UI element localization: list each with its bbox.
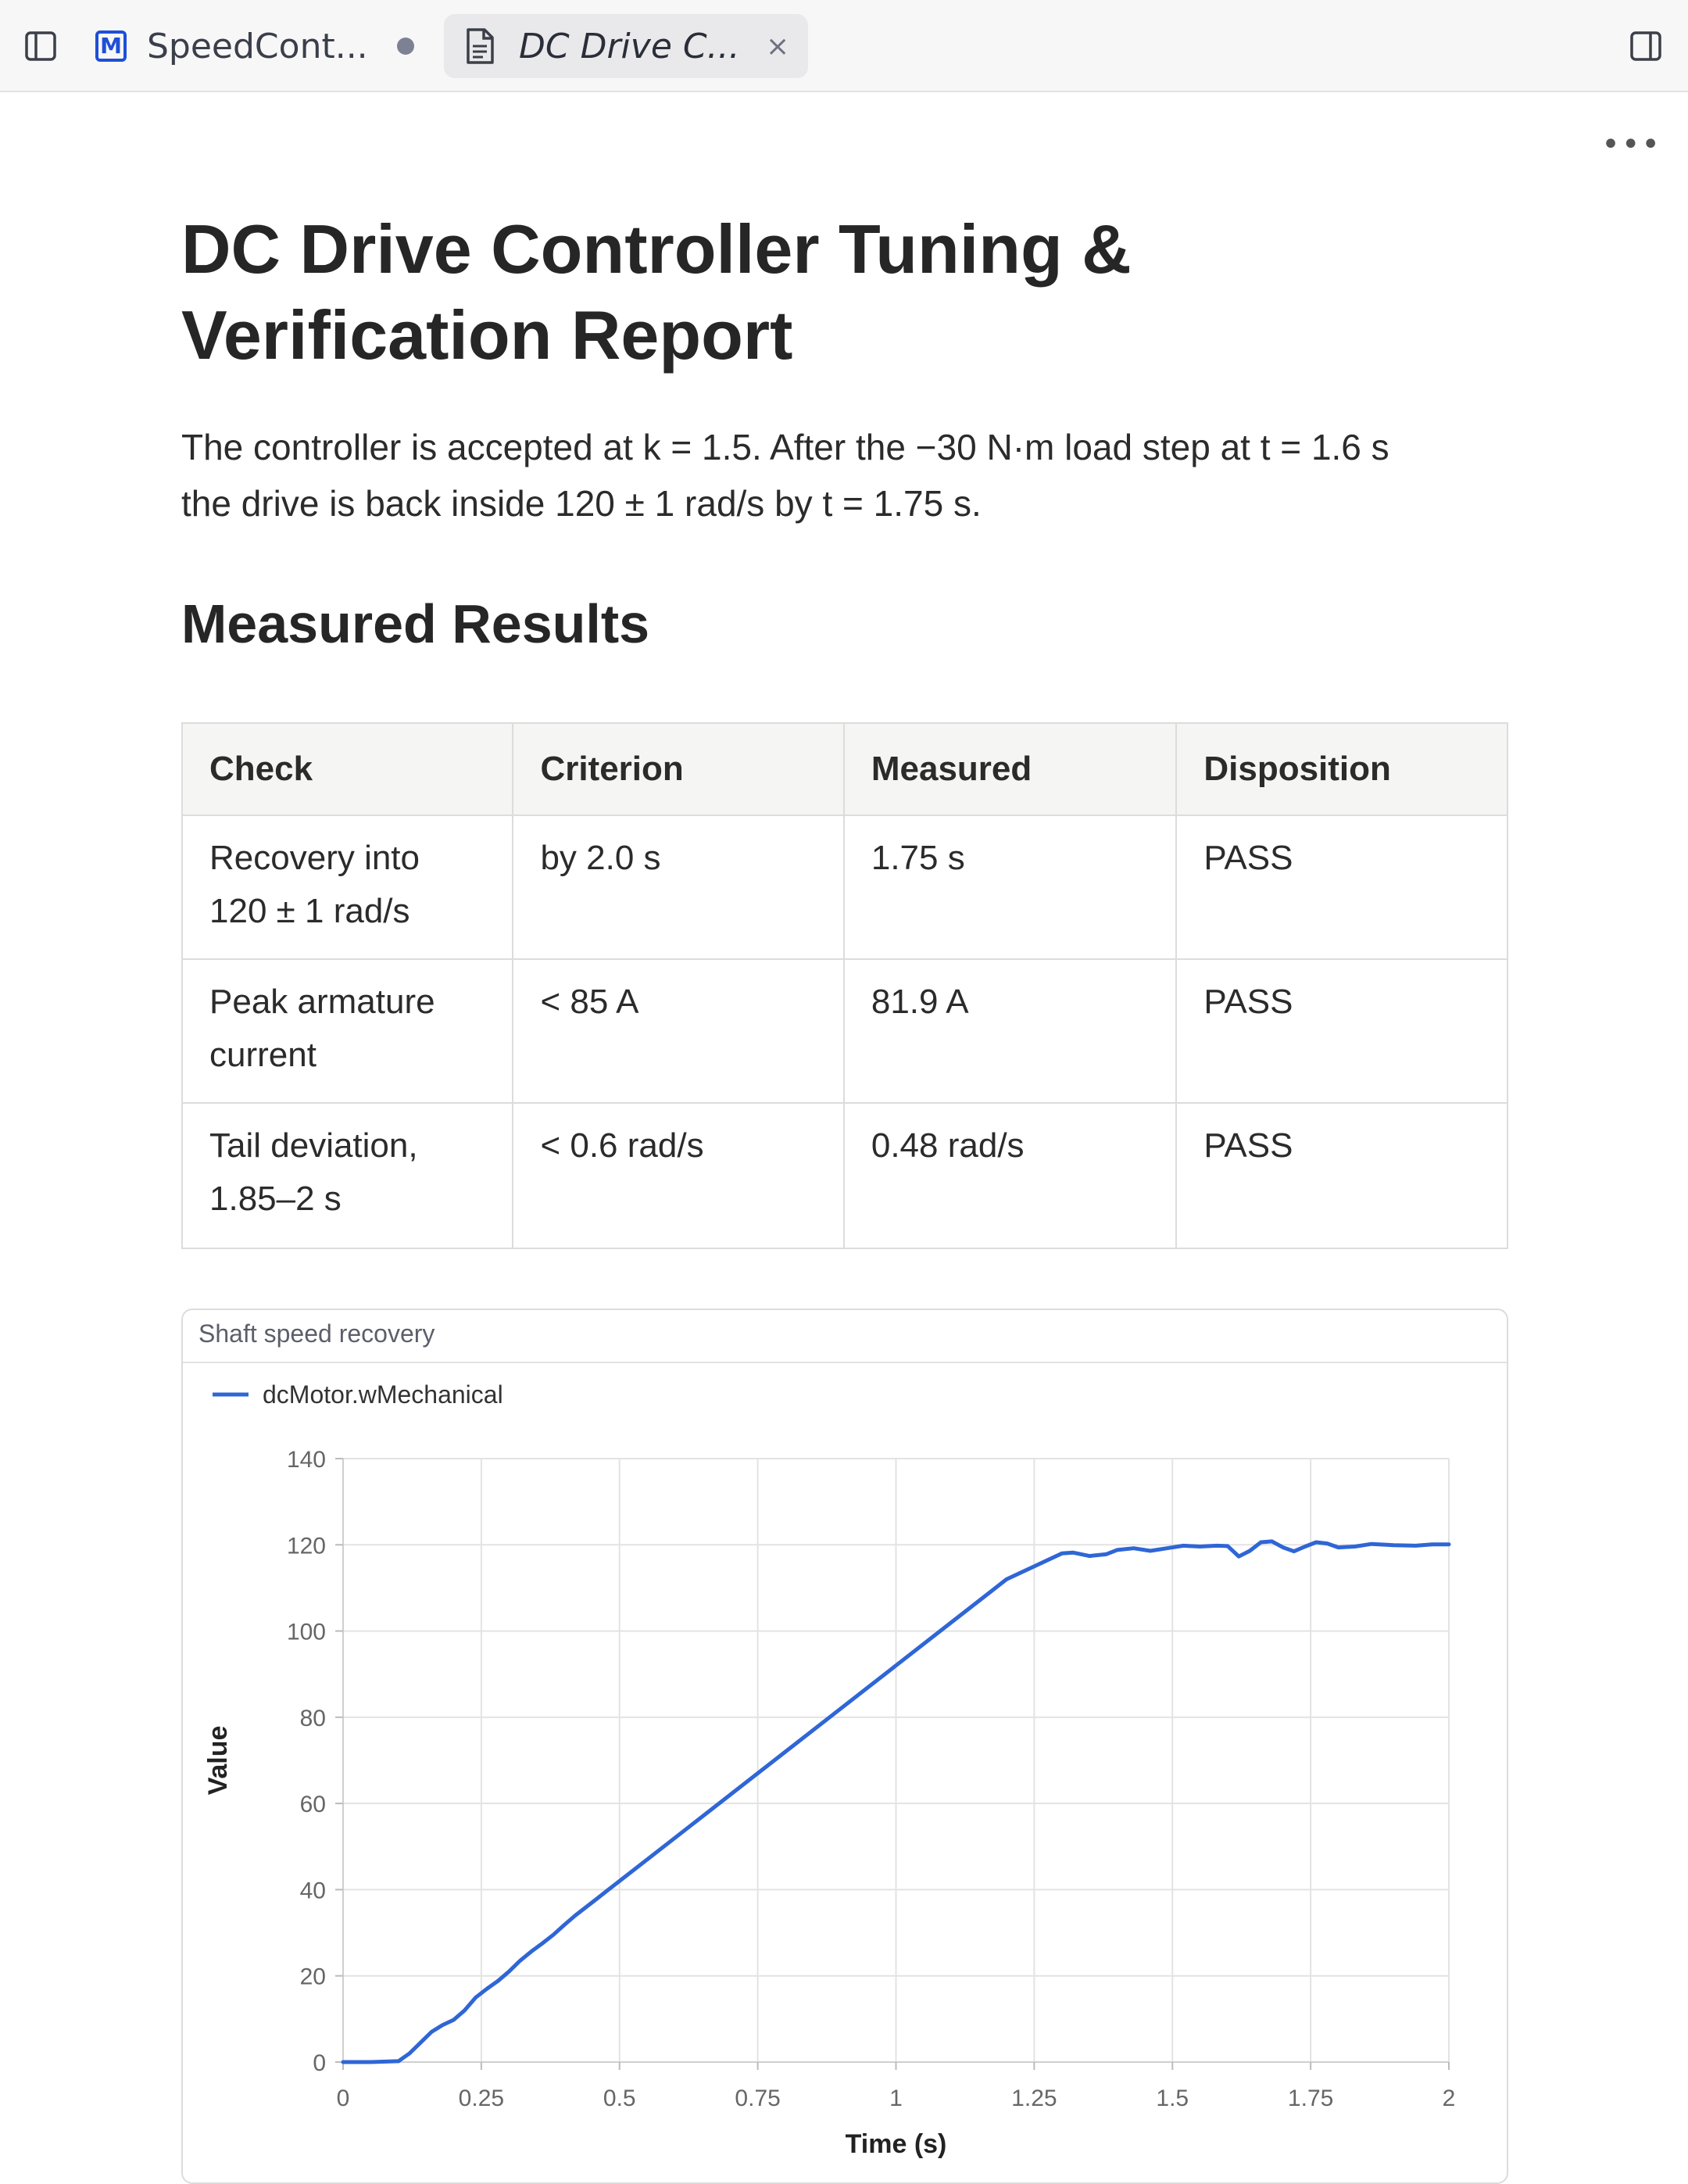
cell-criterion: < 0.6 rad/s (513, 1103, 843, 1248)
tab-bar (0, 0, 1688, 92)
tab-label: SpeedCont... (147, 26, 368, 66)
legend (213, 1380, 503, 1409)
x-tick-label: 1.25 (1011, 2086, 1057, 2111)
x-tick-label: 1 (889, 2086, 903, 2111)
summary-line-2: the drive is back inside 120 ± 1 rad/s by t = 1.75 s. (181, 483, 982, 524)
cell-check (182, 815, 513, 959)
title-line-1: DC Drive Controller Tuning & (181, 210, 1132, 288)
results-table (181, 722, 1508, 1249)
x-tick-label: 0.25 (458, 2086, 505, 2111)
y-tick-label: 120 (286, 1533, 326, 1559)
cell-criterion: by 2.0 s (513, 815, 843, 959)
cell-check-line-2: current (209, 1036, 316, 1074)
column-header-check: Check (182, 723, 513, 815)
tab-speedcontroller[interactable] (89, 14, 430, 78)
table-row (182, 1103, 1507, 1248)
x-tick-label: 1.5 (1156, 2086, 1189, 2111)
cell-check-line-2: 120 ± 1 rad/s (209, 892, 410, 930)
cell-check (182, 959, 513, 1103)
cell-measured: 81.9 A (844, 959, 1176, 1103)
table-header-row (182, 723, 1507, 815)
cell-check-line-2: 1.85–2 s (209, 1180, 342, 1218)
column-header-criterion: Criterion (513, 723, 843, 815)
summary-paragraph (181, 419, 1510, 532)
y-tick-label: 20 (299, 1964, 326, 1990)
cell-criterion: < 85 A (513, 959, 843, 1103)
x-tick-label: 1.75 (1287, 2086, 1334, 2111)
tab-label: DC Drive C... (519, 26, 740, 66)
legend-label[interactable]: dcMotor.wMechanical (263, 1380, 503, 1409)
chart-caption: Shaft speed recovery (198, 1319, 435, 1348)
tab-dc-drive-report[interactable] (444, 14, 808, 78)
cell-disposition: PASS (1176, 1103, 1507, 1248)
cell-disposition: PASS (1176, 959, 1507, 1103)
y-tick-label: 40 (299, 1878, 326, 1904)
cell-disposition: PASS (1176, 815, 1507, 959)
y-tick-label: 0 (313, 2050, 326, 2076)
x-axis-label: Time (s) (845, 2129, 947, 2159)
toggle-sidebar-icon[interactable] (23, 29, 58, 63)
y-tick-label: 60 (299, 1792, 326, 1818)
close-tab-icon[interactable]: × (766, 30, 790, 63)
y-tick-label: 140 (286, 1447, 326, 1473)
cell-measured: 0.48 rad/s (844, 1103, 1176, 1248)
cell-check-line-1: Tail deviation, (209, 1126, 418, 1165)
x-tick-label: 2 (1442, 2086, 1456, 2111)
summary-line-1: The controller is accepted at k = 1.5. After the −30 N·m load step at t = 1.6 s (181, 427, 1389, 467)
cell-check-line-1: Recovery into (209, 839, 420, 877)
table-row (182, 959, 1507, 1103)
y-axis-label: Value (203, 1725, 233, 1796)
speed-chart (183, 1310, 1508, 2184)
table-row (182, 815, 1507, 959)
toggle-right-panel-icon[interactable] (1629, 29, 1663, 63)
document-icon (464, 27, 495, 65)
title-line-2: Verification Report (181, 296, 793, 374)
chart-card (181, 1309, 1508, 2184)
y-tick-label: 80 (299, 1705, 326, 1731)
unsaved-dot-icon (397, 38, 414, 55)
markdown-icon: M (95, 30, 127, 62)
cell-check-line-1: Peak armature (209, 983, 435, 1021)
cell-check (182, 1103, 513, 1248)
column-header-measured: Measured (844, 723, 1176, 815)
x-tick-label: 0.5 (603, 2086, 636, 2111)
cell-measured: 1.75 s (844, 815, 1176, 959)
section-heading: Measured Results (181, 593, 650, 654)
page-title (181, 206, 1510, 378)
more-options-icon[interactable]: ••• (1601, 127, 1661, 163)
column-header-disposition: Disposition (1176, 723, 1507, 815)
x-tick-label: 0 (336, 2086, 350, 2111)
x-tick-label: 0.75 (735, 2086, 781, 2111)
y-tick-label: 100 (286, 1619, 326, 1645)
